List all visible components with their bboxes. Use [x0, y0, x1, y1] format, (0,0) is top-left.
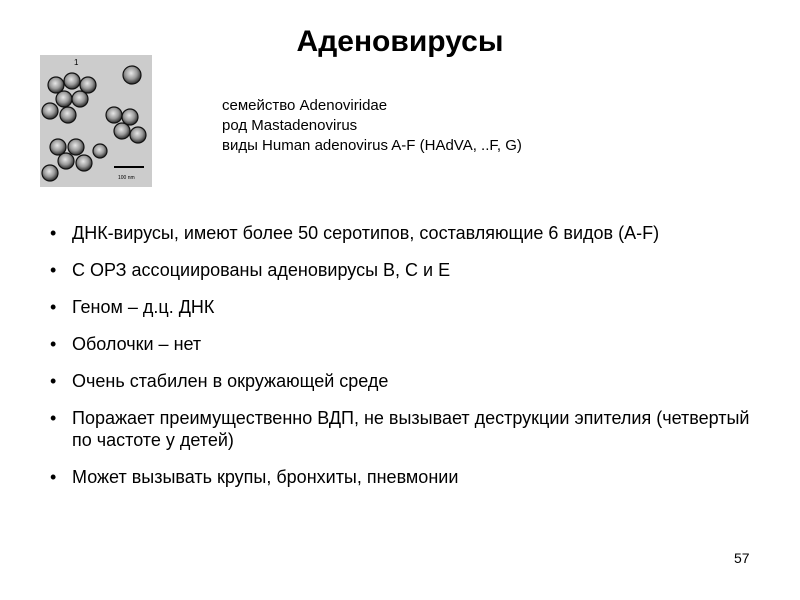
bullet-item	[50, 407, 770, 451]
page-number: 57	[734, 550, 750, 566]
bullet-list	[50, 222, 770, 503]
bullet-text: Геном – д.ц. ДНК	[72, 297, 215, 317]
bullet-text: Поражает преимущественно ВДП, не вызывает деструкции эпителия (четвертый по частоте у детей)	[72, 408, 750, 450]
bullet-dot: •	[50, 467, 57, 487]
taxonomy-genus: род Mastadenovirus	[222, 117, 358, 134]
taxonomy-block	[222, 96, 522, 156]
bullet-text: ДНК-вирусы, имеют более 50 серотипов, составляющие 6 видов (A-F)	[72, 223, 660, 243]
bullet-text: С ОРЗ ассоциированы аденовирусы B, C и E	[72, 260, 451, 280]
bullet-item	[50, 222, 770, 244]
bullet-text: Очень стабилен в окружающей среде	[72, 371, 389, 391]
bullet-dot: •	[50, 260, 57, 280]
bullet-text: Может вызывать крупы, бронхиты, пневмонии	[72, 467, 459, 487]
slide-title: Аденовирусы	[296, 25, 504, 58]
bullet-item	[50, 370, 770, 392]
bullet-item	[50, 296, 770, 318]
bullet-item	[50, 259, 770, 281]
taxonomy-species: виды Human adenovirus A-F (HAdVA, ..F, G)	[222, 137, 522, 154]
bullet-dot: •	[50, 297, 57, 317]
bullet-text: Оболочки – нет	[72, 334, 202, 354]
bullet-item	[50, 466, 770, 488]
bullet-item	[50, 333, 770, 355]
bullet-dot: •	[50, 371, 57, 391]
micrograph-scale-label: 100 nm	[118, 175, 135, 181]
adenovirus-micrograph	[40, 55, 152, 187]
bullet-dot: •	[50, 223, 57, 243]
taxonomy-family: семейство Adenoviridae	[222, 97, 388, 114]
micrograph-panel-label: 1	[74, 58, 79, 67]
bullet-dot: •	[50, 334, 57, 354]
bullet-dot: •	[50, 408, 57, 428]
